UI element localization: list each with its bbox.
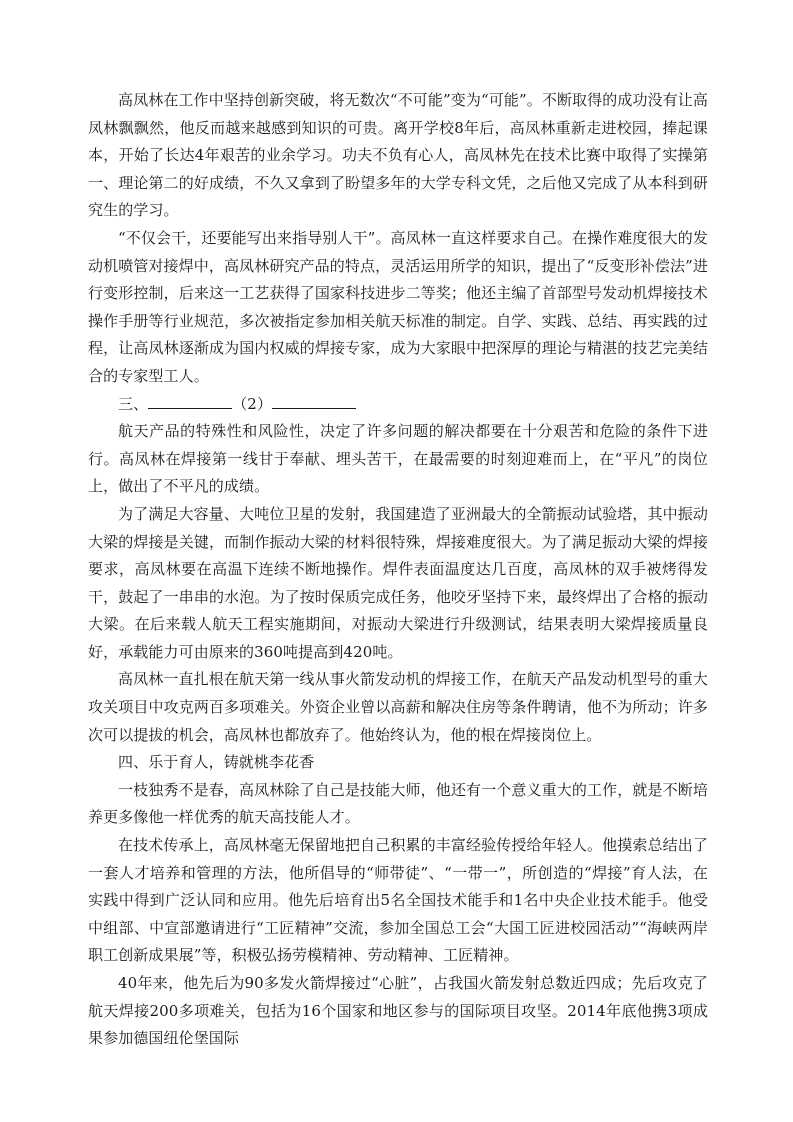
fill-in-blank-1	[148, 394, 232, 409]
paragraph-aerospace-risk: 航天产品的特殊性和风险性，决定了许多问题的解决都要在十分艰苦和危险的条件下进行。高凤林在焊接第一线甘于奉献、埋头苦干，在最需要的时刻迎难而上，在“平凡”的岗位上，做出了不平凡的成绩。	[88, 422, 708, 496]
document-body	[88, 87, 708, 1053]
paragraph-skill-transfer: 在技术传承上，高凤林毫无保留地把自己积累的丰富经验传授给年轻人。他摸索总结出了一套人才培养和管理的方法，他所倡导的“师带徒”、“一带一”，所创造的“焊接”育人法，在实践中得到广泛认同和应用。他先后培育出5名全国技术能手和1名中央企业技术能手。他受中组部、中宣部邀请进行“工匠精神”交流，参加全国总工会“大国工匠进校园活动”“海峡两岸职工创新成果展”等，积极弘扬劳模精神、劳动精神、工匠精神。	[88, 836, 708, 965]
fill-in-blank-2	[272, 394, 356, 409]
section-3-heading	[88, 391, 708, 419]
paragraph-innovation: 高凤林在工作中坚持创新突破，将无数次“不可能”变为“可能”。不断取得的成功没有让高凤林飘飘然，他反而越来越感到知识的可贵。离开学校8年后，高凤林重新走进校园，捧起课本，开始了长达4年艰苦的业余学习。功夫不负有心人，高凤林先在技术比赛中取得了实操第一、理论第二的好成绩，不久又拿到了盼望多年的大学专科文凭，之后他又完成了从本科到研究生的学习。	[88, 91, 708, 220]
section-4-heading: 四、乐于育人，铸就桃李花香	[118, 753, 315, 772]
paragraph-cultivate-talent: 一枝独秀不是春，高凤林除了自己是技能大师，他还有一个意义重大的工作，就是不断培养更多像他一样优秀的航天高技能人才。	[88, 780, 708, 827]
paragraph-write-guide: “不仅会干，还要能写出来指导别人干”。高凤林一直这样要求自己。在操作难度很大的发动机喷管对接焊中，高凤林研究产品的特点，灵活运用所学的知识，提出了“反变形补偿法”进行变形控制，后来这一工艺获得了国家科技进步二等奖；他还主编了首部型号发动机焊接技术操作手册等行业规范，多次被指定参加相关航天标准的制定。自学、实践、总结、再实践的过程，让高凤林逐渐成为国内权威的焊接专家，成为大家眼中把深厚的理论与精湛的技艺完美结合的专家型工人。	[88, 228, 708, 385]
paragraph-vibration-beam: 为了满足大容量、大吨位卫星的发射，我国建造了亚洲最大的全箭振动试验塔，其中振动大梁的焊接是关键，而制作振动大梁的材料很特殊，焊接难度很大。为了满足振动大梁的焊接要求，高凤林要在高温下连续不断地操作。焊件表面温度达几百度，高凤林的双手被烤得发干，鼓起了一串串的水泡。为了按时保质完成任务，他咬牙坚持下来，最终焊出了合格的振动大梁。在后来载人航天工程实施期间，对振动大梁进行升级测试，结果表明大梁焊接质量良好，承载能力可由原来的360吨提高到420吨。	[88, 504, 708, 661]
section-3-number: （2）	[232, 394, 273, 413]
section-3-prefix: 三、	[118, 394, 149, 413]
paragraph-forty-years: 40年来，他先后为90多发火箭焊接过“心脏”，占我国火箭发射总数近四成；先后攻克了航天焊接200多项难关，包括为16个国家和地区参与的国际项目攻坚。2014年底他携3项成果参加德国纽伦堡国际	[88, 974, 708, 1048]
paragraph-frontline: 高凤林一直扎根在航天第一线从事火箭发动机的焊接工作，在航天产品发动机型号的重大攻关项目中攻克两百多项难关。外资企业曾以高薪和解决住房等条件聘请，他不为所动；许多次可以提拔的机会，高凤林也都放弃了。他始终认为，他的根在焊接岗位上。	[88, 670, 708, 744]
